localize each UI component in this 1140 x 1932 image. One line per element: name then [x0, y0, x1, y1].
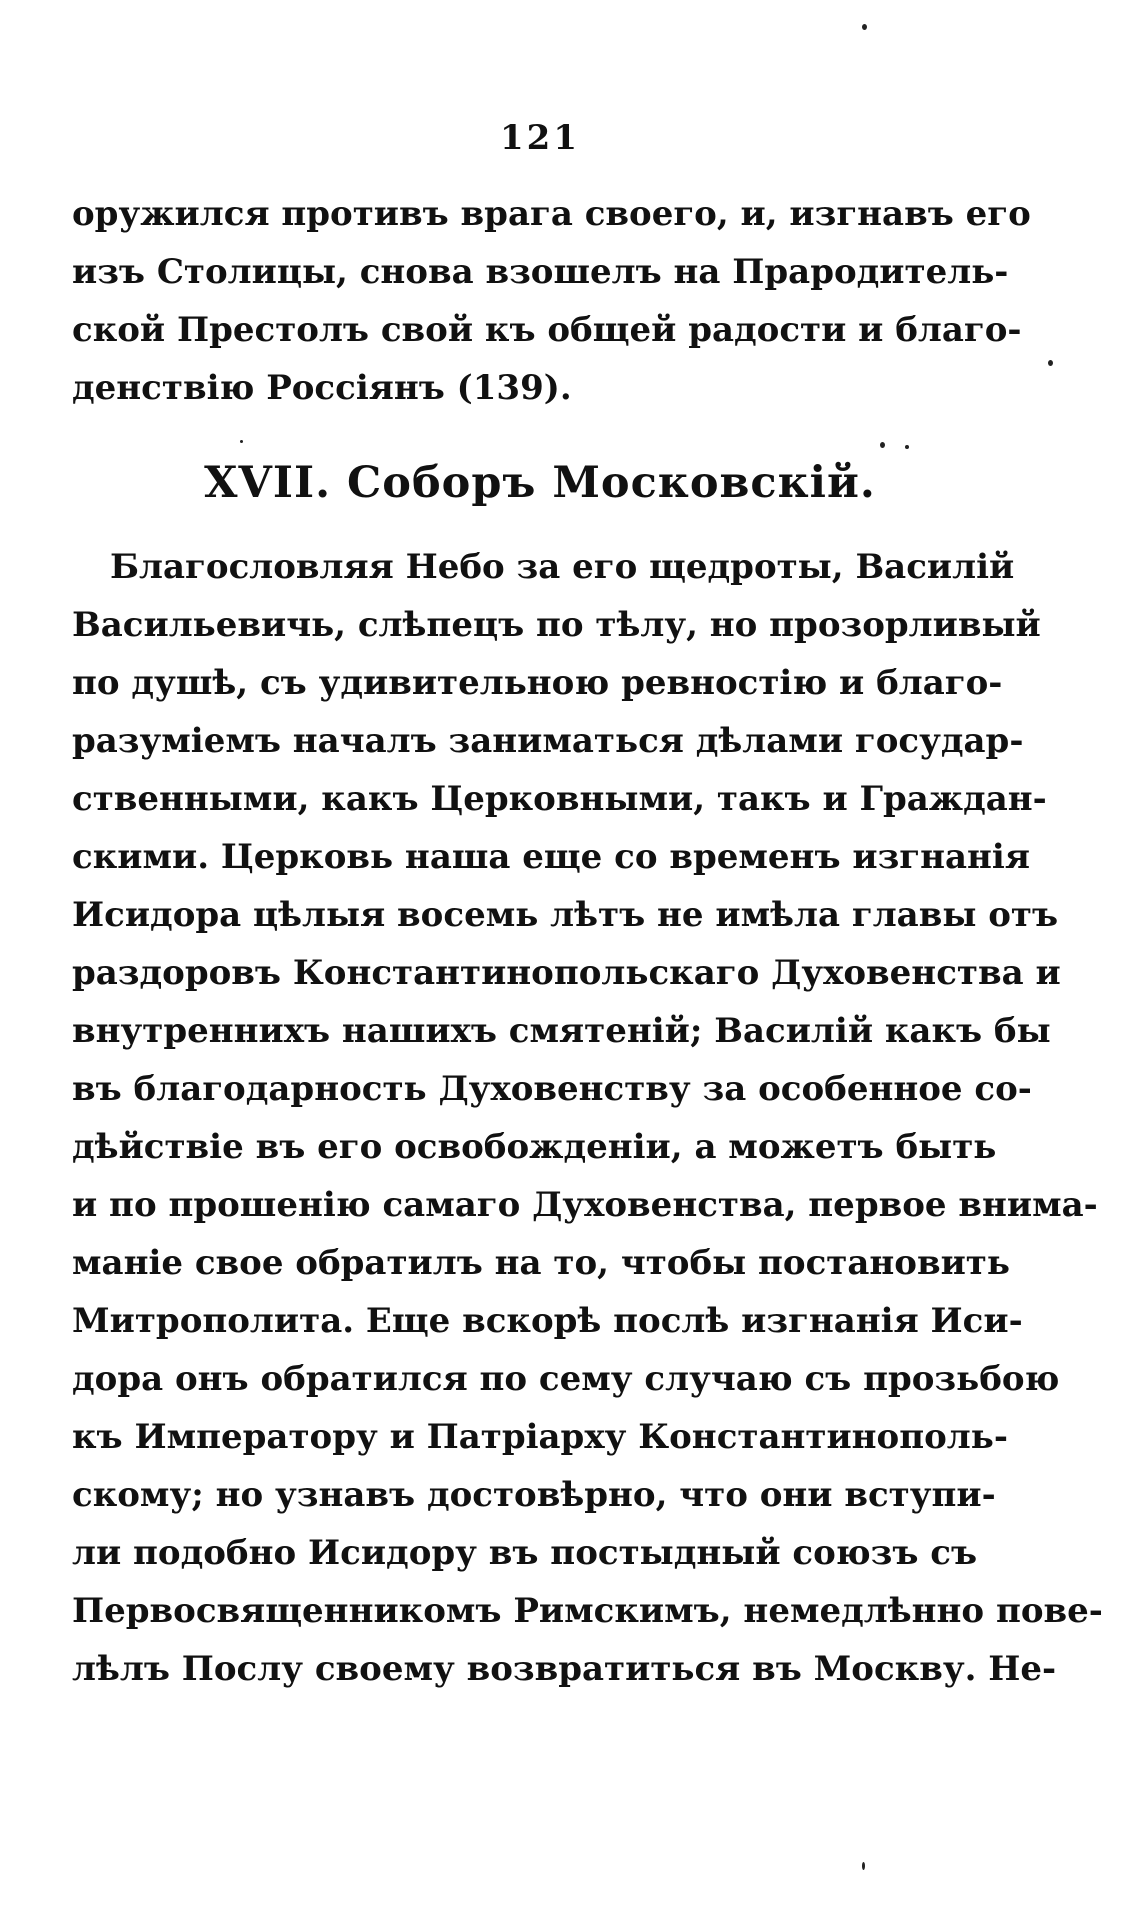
text-line: разуміемъ началъ заниматься дѣлами государ- — [72, 721, 1024, 761]
print-speck — [880, 442, 885, 448]
print-speck — [905, 445, 909, 449]
text-line: Первосвященникомъ Римскимъ, немедлѣнно пове- — [72, 1591, 1103, 1631]
text-line: оружился противъ врага своего, и, изгнавъ его — [72, 194, 1031, 234]
print-speck — [1048, 360, 1053, 366]
text-line: раздоровъ Константинопольскаго Духовенства и — [72, 953, 1061, 993]
text-line: денствію Россіянъ (139). — [72, 368, 572, 408]
text-line: изъ Столицы, снова взошелъ на Прародитель- — [72, 252, 1009, 292]
text-line: въ благодарность Духовенству за особенное со- — [72, 1069, 1032, 1109]
text-line: Благословляя Небо за его щедроты, Василій — [110, 547, 1015, 587]
print-speck — [862, 24, 867, 30]
text-line: скому; но узнавъ достовѣрно, что они вступи- — [72, 1475, 996, 1515]
text-line: ственными, какъ Церковными, такъ и Граждан- — [72, 779, 1047, 819]
text-line: скими. Церковь наша еще со временъ изгнанія — [72, 837, 1030, 877]
print-speck — [862, 1862, 865, 1870]
top-paragraph — [72, 185, 1031, 243]
text-line: дѣйствіе въ его освобожденіи, а можетъ быть — [72, 1127, 997, 1167]
text-line: къ Императору и Патріарху Константинополь- — [72, 1417, 1008, 1457]
section-heading: XVII. Соборъ Московскій. — [204, 458, 876, 508]
text-line: ли подобно Исидору въ постыдный союзъ съ — [72, 1533, 978, 1573]
top-paragraph-continued — [72, 243, 1022, 417]
text-line: дора онъ обратился по сему случаю съ прозьбою — [72, 1359, 1060, 1399]
main-paragraph — [72, 538, 1103, 1698]
text-line: Васильевичь, слѣпецъ по тѣлу, но прозорливый — [72, 605, 1041, 645]
text-line: лѣлъ Послу своему возвратиться въ Москву. Не- — [72, 1649, 1057, 1689]
text-line: и по прошенію самаго Духовенства, первое внима- — [72, 1185, 1098, 1225]
page-number: 121 — [500, 118, 580, 158]
print-speck — [240, 440, 243, 443]
text-line: маніе свое обратилъ на то, чтобы постановить — [72, 1243, 1010, 1283]
text-line: ской Престолъ свой къ общей радости и благо- — [72, 310, 1022, 350]
text-line: Исидора цѣлыя восемь лѣтъ не имѣла главы отъ — [72, 895, 1059, 935]
text-line: Митрополита. Еще вскорѣ послѣ изгнанія Иси- — [72, 1301, 1023, 1341]
text-line: внутреннихъ нашихъ смятеній; Василій какъ бы — [72, 1011, 1051, 1051]
text-line: по душѣ, съ удивительною ревностію и благо- — [72, 663, 1003, 703]
